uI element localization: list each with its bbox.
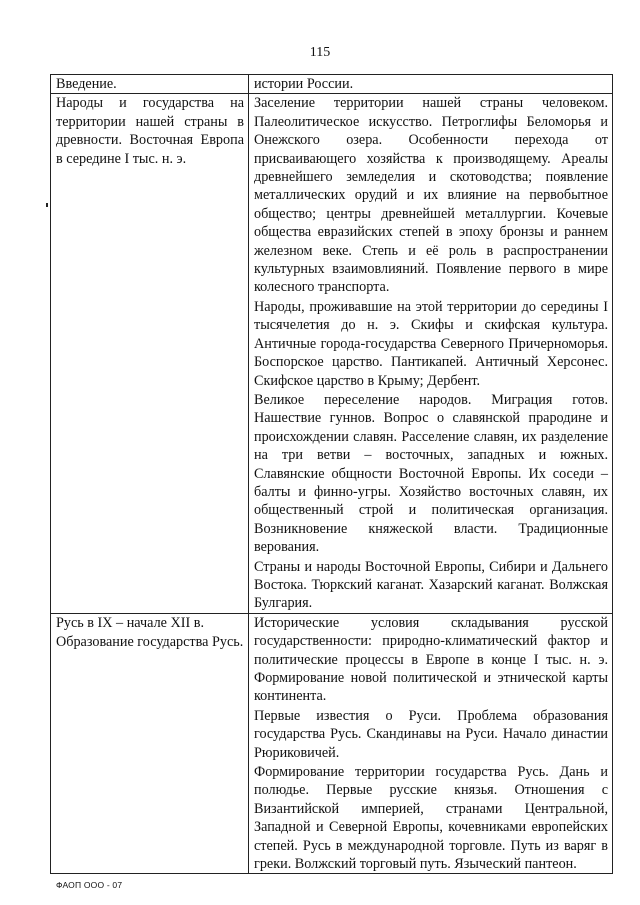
table-row xyxy=(51,94,613,613)
content-cell xyxy=(249,613,613,874)
topic-text: Русь в IX – начале XII в. xyxy=(56,614,204,631)
content-paragraph: Формирование территории государства Русь. Дань и полюдье. Первые русские князья. Отношения с Византийской империей, странами Центральной, Западной и Северной Европы, кочевниками европейских степей. Русь в международной торговле. Путь из варяг в греки. Волжский торговый путь. Языческий пантеон. xyxy=(254,764,608,873)
content-cell xyxy=(249,94,613,613)
table-row xyxy=(51,75,613,94)
content-paragraph: Народы, проживавшие на этой территории до середины I тысячелетия до н. э. Скифы и скифская культура. Античные города-государства Северного Причерноморья. Боспорское царство. Пантикапей. Античный Херсонес. Скифское царство в Крыму; Дербент. xyxy=(254,298,608,389)
content-paragraph: Исторические условия складывания русской государственности: природно-климатический фактор и политические процессы в Европе в конце I тыс. н. э. Формирование новой политической и этнической карты континента. xyxy=(254,614,608,705)
table-row xyxy=(51,613,613,874)
content-paragraph: истории России. xyxy=(254,76,354,92)
content-paragraph: Заселение территории нашей страны человеком. Палеолитическое искусство. Петроглифы Беломорья и Онежского озера. Особенности перехода от присваивающего хозяйства к производящему. Ареалы древнейшего земледелия и скотоводства; появление металлических орудий и их влияние на первобытное общество; центры древнейшей металлургии. Кочевые общества евразийских степей в эпоху бронзы и раннем железном веке. Степь и её роль в распространении культурных взаимовлияний. Появление первого в мире колесного транспорта. xyxy=(254,95,608,296)
content-paragraph: Страны и народы Восточной Европы, Сибири и Дальнего Востока. Тюркский каганат. Хазарский каганат. Волжская Булгария. xyxy=(254,558,608,612)
scan-artifact xyxy=(46,203,48,207)
topic-cell xyxy=(51,613,249,874)
topic-text: Образование государства Русь. xyxy=(56,634,244,651)
content-paragraph: Великое переселение народов. Миграция готов. Нашествие гуннов. Вопрос о славянской прародине и происхождении славян. Расселение славян, их разделение на три ветви – восточных, западных и южных. Славянские общности Восточной Европы. Их соседи – балты и финно-угры. Хозяйство восточных славян, их общественный строй и политическая организация. Возникновение княжеской власти. Традиционные верования. xyxy=(254,391,608,556)
content-cell xyxy=(249,75,613,94)
topic-cell xyxy=(51,94,249,613)
topic-cell xyxy=(51,75,249,94)
curriculum-table xyxy=(50,74,613,874)
topic-text: Народы и государства на территории нашей страны в древности. Восточная Европа в середине I тыс. н. э. xyxy=(56,95,244,167)
topic-text: Введение. xyxy=(56,76,117,92)
page-footer: ФАОП ООО - 07 xyxy=(56,880,123,890)
content-paragraph: Первые известия о Руси. Проблема образования государства Русь. Скандинавы на Руси. Начало династии Рюриковичей. xyxy=(254,707,608,761)
page-number: 115 xyxy=(309,45,331,60)
